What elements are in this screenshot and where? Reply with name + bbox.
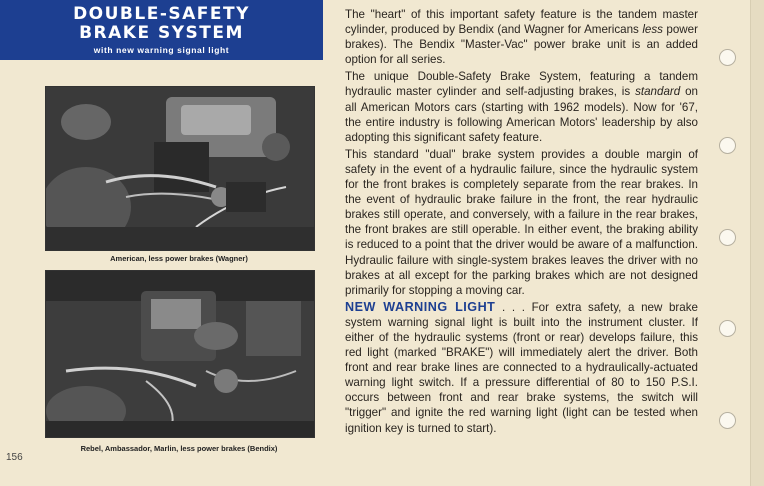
binder-hole — [719, 229, 736, 246]
binder-hole — [719, 49, 736, 66]
page-edge — [750, 0, 764, 486]
paragraph-4: NEW WARNING LIGHT . . . For extra safety, a new brake system warning signal light is built into the instrument cluster. If either of the hydraulic systems (front or rear) develops failure, this red light (marked "BRAKE") will immediately alert the driver. Both front and rear brake lines are connected to a hydraulically-actuated warning light switch. If a pressure differential of 80 to 150 P.S.I. occurs between front and rear brake systems, the switch will "trigger" and ignite the red warning light (light can be tested when ignition key is turned to start). — [345, 299, 698, 435]
page-number: 156 — [6, 452, 23, 463]
photo-caption-1: American, less power brakes (Wagner) — [110, 254, 248, 263]
engine-photo-bendix — [45, 270, 315, 438]
binder-hole — [719, 412, 736, 429]
photo-caption-2: Rebel, Ambassador, Marlin, less power brakes (Bendix) — [80, 444, 278, 453]
binder-hole — [719, 137, 736, 154]
subtitle: with new warning signal light — [93, 45, 230, 55]
engine-photo-american — [45, 86, 315, 251]
title-line-1: DOUBLE-SAFETY — [73, 4, 250, 24]
binder-hole — [719, 320, 736, 337]
title-banner — [0, 0, 323, 60]
title-line-2: BRAKE SYSTEM — [79, 23, 244, 43]
paragraph-1: The "heart" of this important safety feature is the tandem master cylinder, produced by Bendix (and Wagner for Americans less power brakes). The Bendix "Master-Vac" power brake unit is an added option for all series. — [345, 8, 698, 67]
body-text — [345, 7, 698, 438]
paragraph-3: This standard "dual" brake system provides a double margin of safety in the event of a hydraulic failure, since the hydraulic system for the front brakes is completely separate from the rear brakes. In the event of hydraulic brake failure in the front, the rear hydraulic brakes still operate, and conversely, with a failure in the rear brakes, the front brakes are still operable. In either event, the braking ability is reduced to a point that the driver would be aware of a malfunction. Hydraulic failure with single-system brakes leaves the driver with no brakes at all except for the parking brakes which are not designed primarily for stopping a moving car. — [345, 147, 698, 297]
paragraph-2: The unique Double-Safety Brake System, featuring a tandem hydraulic master cylinder and self-adjusting brakes, is standard on all American Motors cars (starting with 1962 models). Now for '67, the entire industry is following American Motors' leadership by also adopting this significant safety feature. — [345, 70, 698, 144]
section-heading: NEW WARNING LIGHT — [345, 299, 496, 314]
